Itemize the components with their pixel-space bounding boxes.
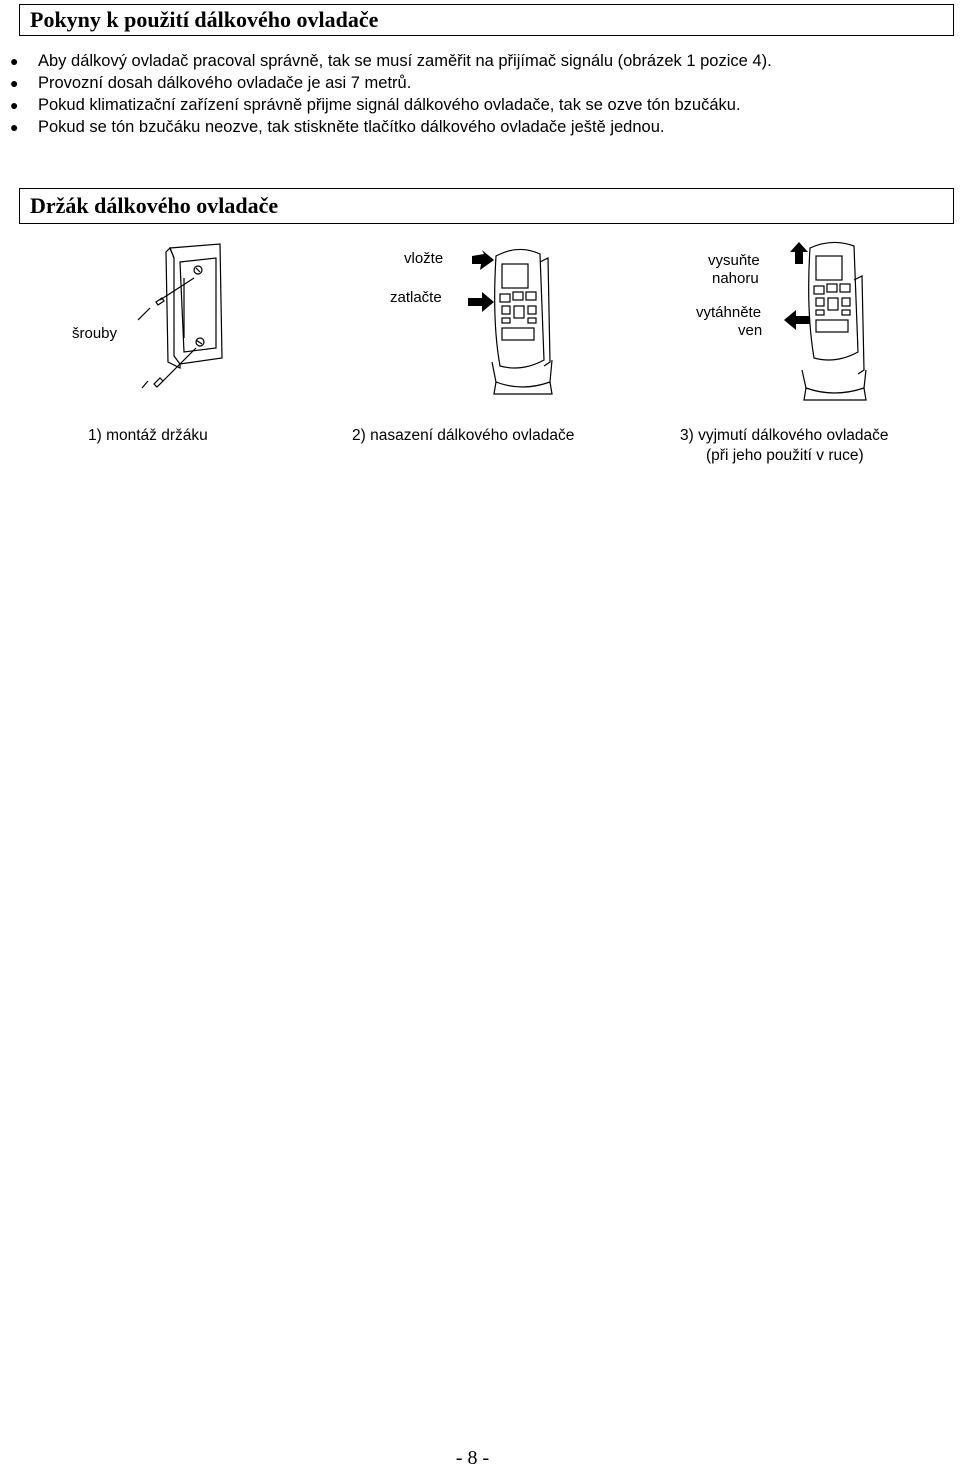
slide-up-label-1: vysuňte (708, 252, 760, 269)
pull-out-label-2: ven (738, 322, 763, 339)
bullet-item (0, 116, 772, 138)
bullet-item (0, 94, 772, 116)
bullet-item (0, 50, 772, 72)
remote-removal-illustration (796, 240, 872, 404)
usage-bullet-list (0, 50, 772, 138)
bullet-icon: ● (10, 119, 19, 135)
bullet-icon: ● (10, 75, 19, 91)
bullet-icon: ● (10, 53, 19, 69)
page-number: - 8 - (455, 1447, 490, 1469)
caption-remove-1: 3) vyjmutí dálkového ovladače (680, 427, 889, 444)
caption-insert: 2) nasazení dálkového ovladače (352, 427, 575, 444)
slide-up-label-2: nahoru (712, 270, 759, 287)
push-label: zatlačte (390, 289, 442, 306)
bullet-text: Provozní dosah dálkového ovladače je asi 7 metrů. (38, 74, 412, 92)
remote-in-holder-illustration (488, 242, 558, 402)
bullet-text: Pokud se tón bzučáku neozve, tak stiskněte tlačítko dálkového ovladače ještě jednou. (38, 118, 665, 136)
section-title-holder: Držák dálkového ovladače (19, 188, 954, 224)
bullet-item (0, 72, 772, 94)
bullet-text: Aby dálkový ovladač pracoval správně, tak se musí zaměřit na přijímač signálu (obrázek 1 pozice 4). (38, 52, 772, 70)
pull-out-label-1: vytáhněte (696, 304, 762, 321)
section-title-usage: Pokyny k použití dálkového ovladače (19, 4, 954, 36)
caption-remove-2: (při jeho použití v ruce) (706, 447, 864, 464)
insert-label: vložte (404, 250, 444, 267)
caption-mounting: 1) montáž držáku (88, 427, 208, 444)
holder-mounting-illustration (130, 238, 240, 398)
screws-label: šrouby (72, 325, 118, 342)
bullet-text: Pokud klimatizační zařízení správně přijme signál dálkového ovladače, tak se ozve tón bzučáku. (38, 96, 741, 114)
bullet-icon: ● (10, 97, 19, 113)
